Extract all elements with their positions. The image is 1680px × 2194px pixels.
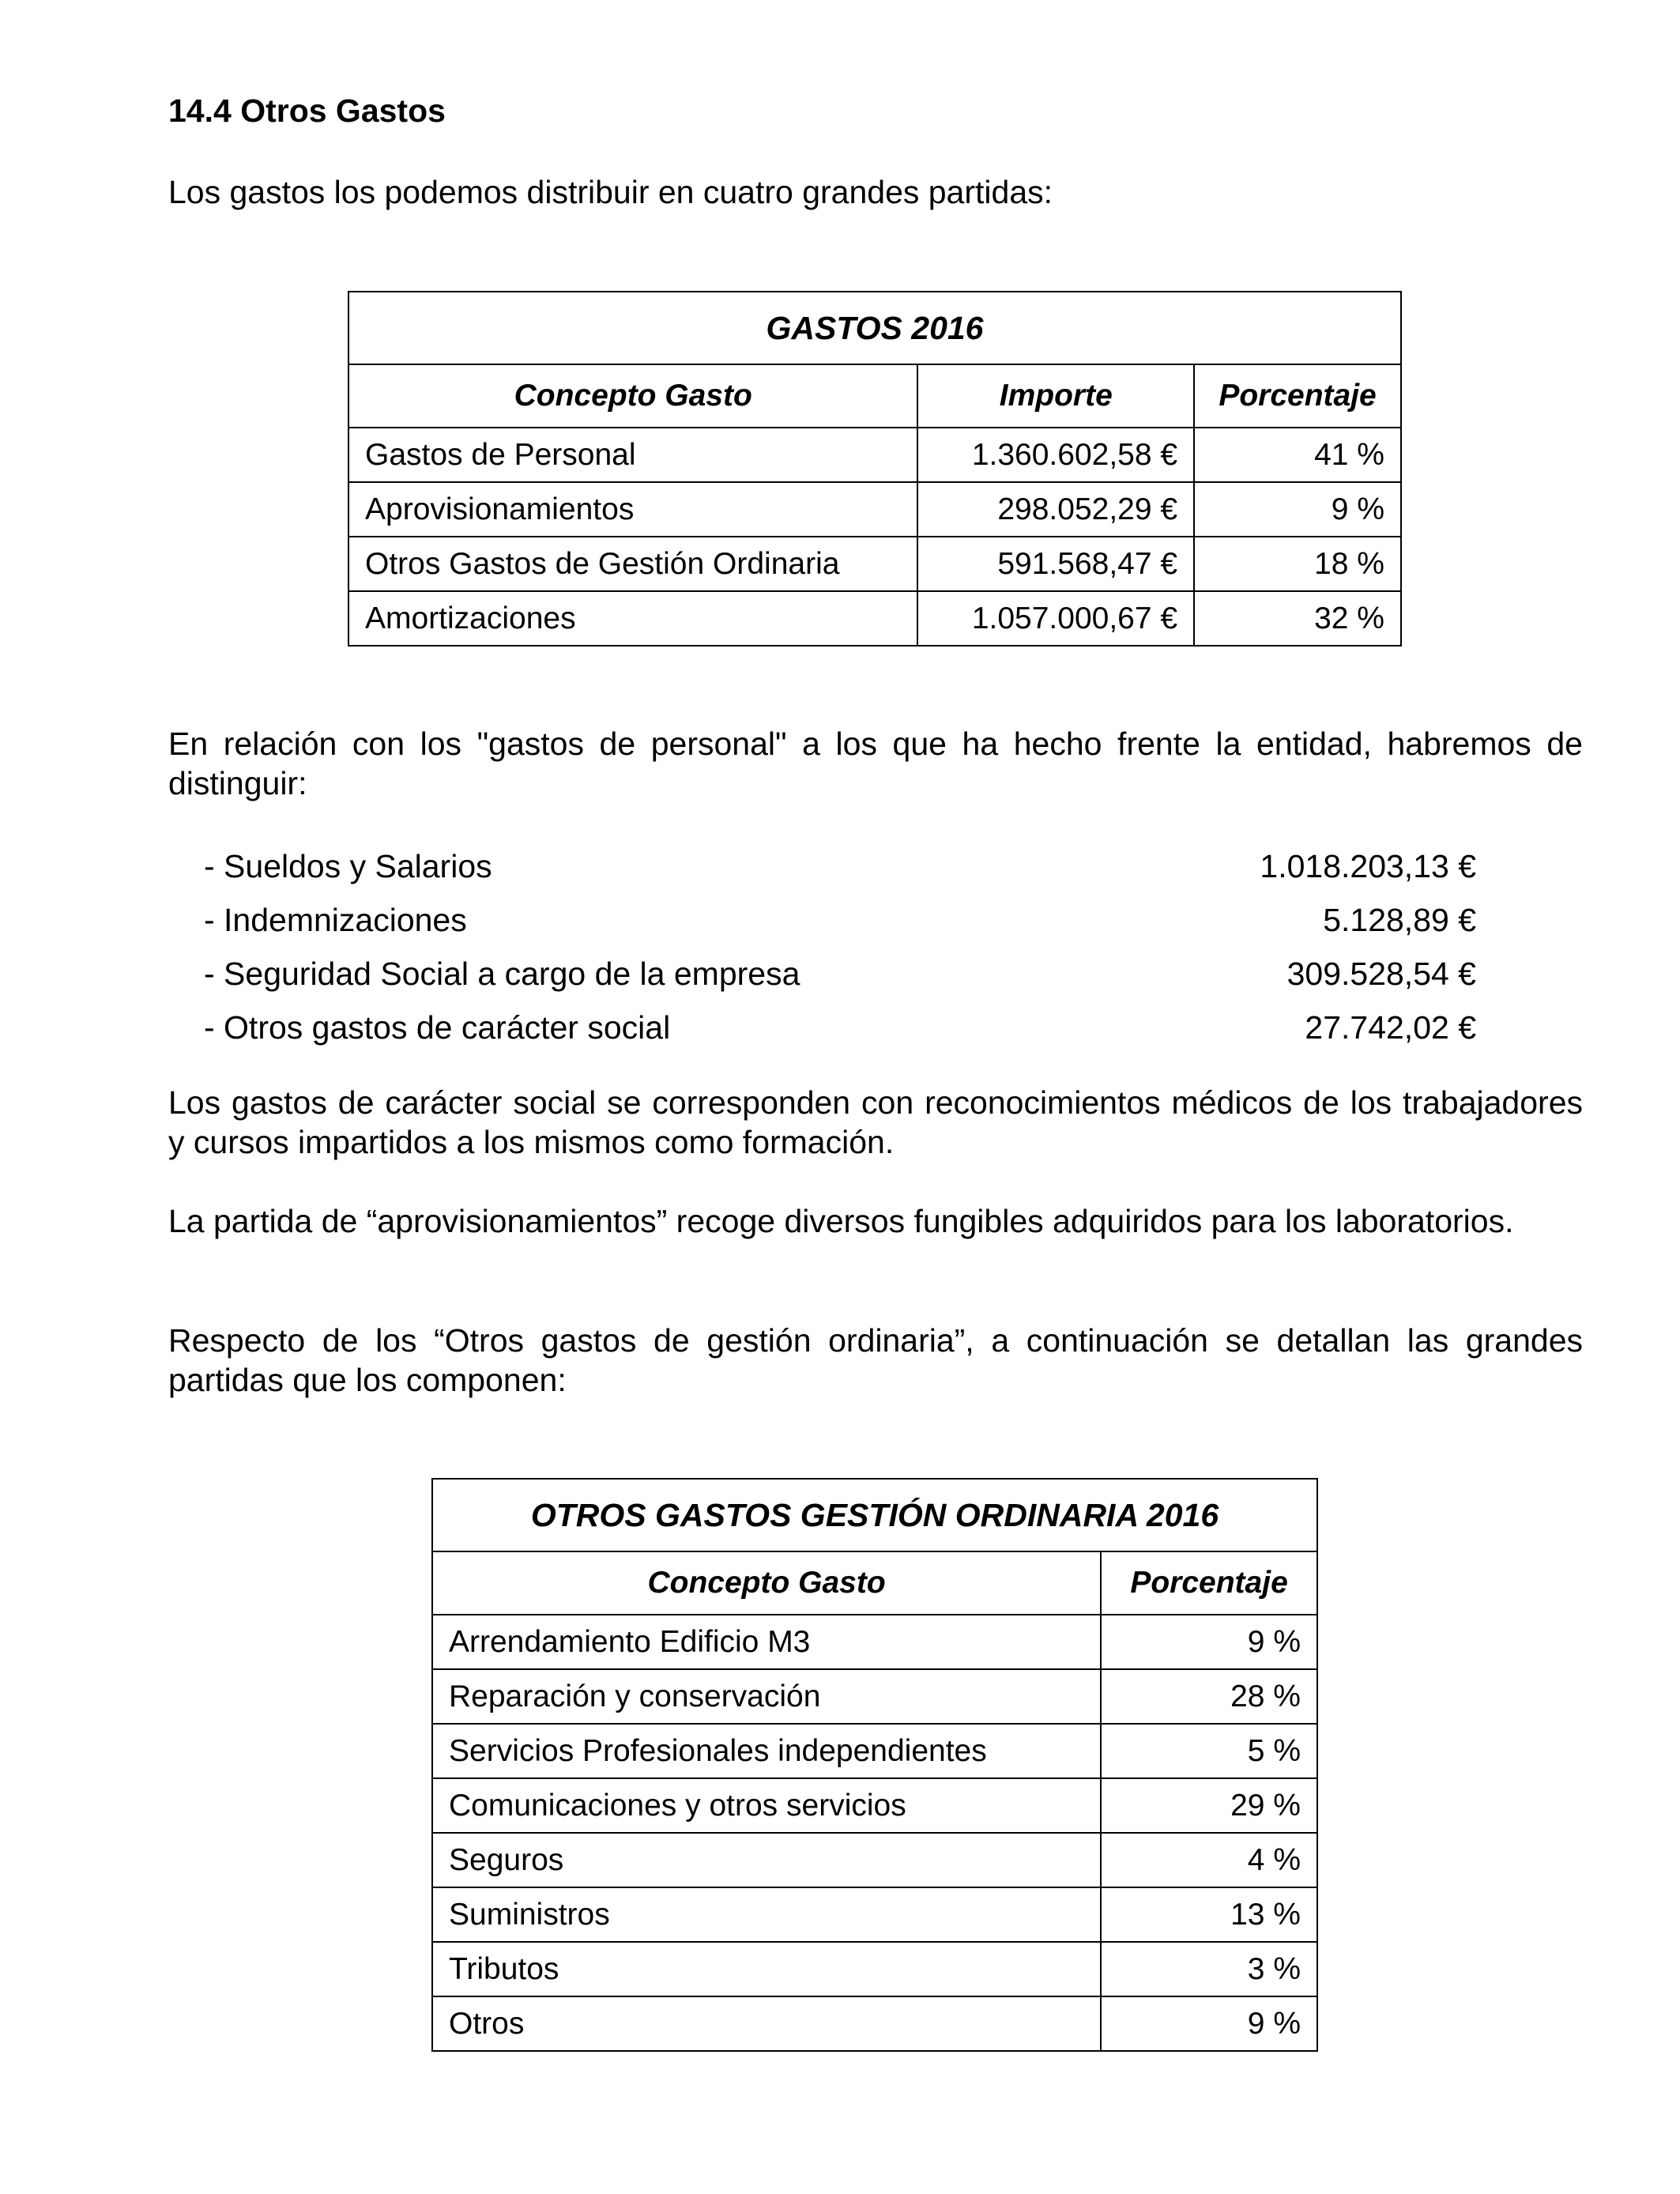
personal-intro-paragraph: En relación con los "gastos de personal" a los que ha hecho frente la entidad, habremos de distinguir: <box>168 726 1583 801</box>
table-title: GASTOS 2016 <box>348 292 1401 364</box>
table-row <box>348 591 1401 646</box>
table-row <box>432 1996 1317 2051</box>
column-header-porcentaje: Porcentaje <box>1194 364 1401 428</box>
list-item-label: - Otros gastos de carácter social <box>204 1008 671 1046</box>
column-header-concepto: Concepto Gasto <box>432 1551 1101 1615</box>
cell-concepto: Gastos de Personal <box>348 428 917 482</box>
cell-concepto: Amortizaciones <box>348 591 917 646</box>
cell-porcentaje: 18 % <box>1194 537 1401 591</box>
column-header-importe: Importe <box>917 364 1194 428</box>
personal-breakdown-list <box>204 839 1476 1054</box>
table-row <box>432 1669 1317 1724</box>
list-item-amount: 1.018.203,13 € <box>1260 847 1476 884</box>
column-header-concepto: Concepto Gasto <box>348 364 917 428</box>
list-item-amount: 5.128,89 € <box>1323 901 1476 938</box>
otros-gastos-table <box>431 1478 1318 2052</box>
table-row <box>432 1887 1317 1942</box>
table-row <box>348 482 1401 537</box>
cell-concepto: Suministros <box>432 1887 1101 1942</box>
cell-porcentaje: 9 % <box>1101 1615 1317 1669</box>
cell-concepto: Reparación y conservación <box>432 1669 1101 1724</box>
table-row <box>432 1615 1317 1669</box>
provisioning-paragraph: La partida de “aprovisionamientos” recoge diversos fungibles adquiridos para los laboratorios. <box>168 1203 1514 1239</box>
cell-concepto: Tributos <box>432 1942 1101 1996</box>
cell-importe: 591.568,47 € <box>917 537 1194 591</box>
cell-porcentaje: 5 % <box>1101 1724 1317 1778</box>
table-row <box>432 1942 1317 1996</box>
cell-porcentaje: 4 % <box>1101 1833 1317 1887</box>
column-header-porcentaje: Porcentaje <box>1101 1551 1317 1615</box>
list-item-amount: 27.742,02 € <box>1305 1008 1476 1046</box>
cell-concepto: Comunicaciones y otros servicios <box>432 1778 1101 1833</box>
other-expenses-paragraph: Respecto de los “Otros gastos de gestión ordinaria”, a continuación se detallan las grandes partidas que los componen: <box>168 1322 1583 1398</box>
list-item <box>204 1001 1476 1054</box>
cell-porcentaje: 3 % <box>1101 1942 1317 1996</box>
cell-concepto: Aprovisionamientos <box>348 482 917 537</box>
list-item-amount: 309.528,54 € <box>1286 955 1476 992</box>
cell-porcentaje: 9 % <box>1194 482 1401 537</box>
gastos-2016-table <box>348 291 1402 647</box>
table-row <box>432 1724 1317 1778</box>
cell-concepto: Otros <box>432 1996 1101 2051</box>
cell-importe: 1.057.000,67 € <box>917 591 1194 646</box>
list-item-label: - Sueldos y Salarios <box>204 847 492 884</box>
list-item <box>204 947 1476 1001</box>
table-row <box>432 1778 1317 1833</box>
cell-concepto: Seguros <box>432 1833 1101 1887</box>
cell-porcentaje: 9 % <box>1101 1996 1317 2051</box>
cell-porcentaje: 29 % <box>1101 1778 1317 1833</box>
cell-importe: 1.360.602,58 € <box>917 428 1194 482</box>
table-row <box>432 1833 1317 1887</box>
cell-porcentaje: 28 % <box>1101 1669 1317 1724</box>
cell-concepto: Servicios Profesionales independientes <box>432 1724 1101 1778</box>
cell-porcentaje: 32 % <box>1194 591 1401 646</box>
table-title: OTROS GASTOS GESTIÓN ORDINARIA 2016 <box>432 1479 1317 1551</box>
list-item-label: - Seguridad Social a cargo de la empresa <box>204 955 800 992</box>
cell-concepto: Otros Gastos de Gestión Ordinaria <box>348 537 917 591</box>
cell-concepto: Arrendamiento Edificio M3 <box>432 1615 1101 1669</box>
list-item <box>204 839 1476 893</box>
intro-paragraph: Los gastos los podemos distribuir en cuatro grandes partidas: <box>168 174 1053 210</box>
table-row <box>348 428 1401 482</box>
list-item-label: - Indemnizaciones <box>204 901 467 938</box>
section-heading: 14.4 Otros Gastos <box>168 92 446 129</box>
cell-porcentaje: 13 % <box>1101 1887 1317 1942</box>
table-row <box>348 537 1401 591</box>
cell-porcentaje: 41 % <box>1194 428 1401 482</box>
list-item <box>204 893 1476 947</box>
social-expenses-paragraph: Los gastos de carácter social se corresponden con reconocimientos médicos de los trabajadores y cursos impartidos a los mismos como formación. <box>168 1084 1583 1160</box>
cell-importe: 298.052,29 € <box>917 482 1194 537</box>
